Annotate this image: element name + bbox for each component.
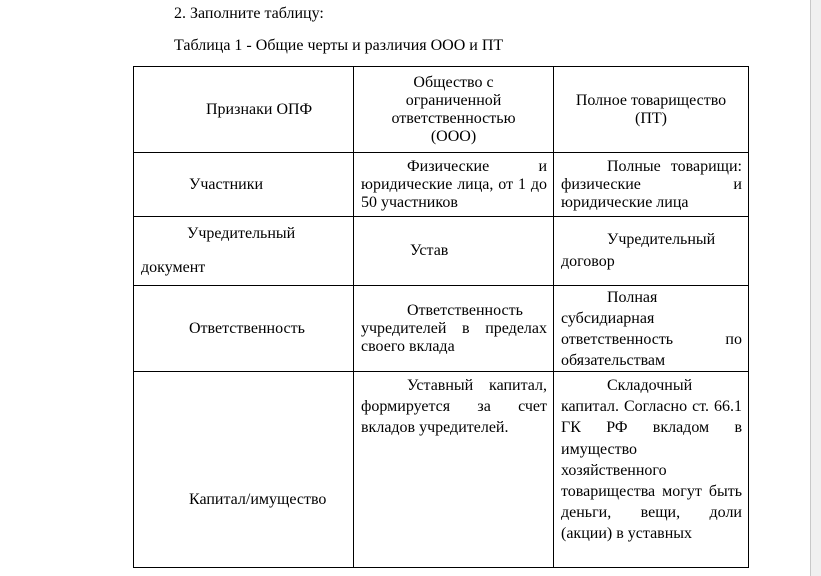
row-participants-llc: Физические и юридические лица, от 1 до 50 участников bbox=[361, 157, 547, 211]
cell-gp bbox=[554, 217, 749, 286]
cell-feature bbox=[134, 153, 354, 217]
row-document-llc: Устав bbox=[410, 242, 449, 259]
comparison-table bbox=[133, 66, 749, 568]
table-row bbox=[134, 286, 749, 372]
header-llc-text: Общество с ограниченной ответственностью (ООО) bbox=[391, 73, 516, 145]
cell-feature bbox=[134, 217, 354, 286]
table-row bbox=[134, 153, 749, 217]
table-row bbox=[134, 217, 749, 286]
row-liability-gp: Полная субсидиарная ответственность по обязательствам bbox=[561, 288, 742, 369]
cell-llc bbox=[354, 217, 554, 286]
row-capital-feature: Капитал/имущество bbox=[189, 490, 327, 508]
row-document-gp: Учредительный договор bbox=[561, 231, 716, 270]
cell-llc bbox=[354, 372, 554, 568]
cell-feature bbox=[134, 372, 354, 568]
row-liability-llc: Ответственность учредителей в пределах своего вклада bbox=[361, 301, 547, 355]
row-document-feature: Учредительный документ bbox=[141, 225, 296, 276]
row-participants-gp: Полные товарищи: физические и юридические лица bbox=[561, 157, 742, 211]
task-heading: 2. Заполните таблицу: bbox=[174, 5, 324, 22]
cell-gp bbox=[554, 286, 749, 372]
cell-gp bbox=[554, 372, 749, 568]
row-capital-gp: Складочный капитал. Согласно ст. 66.1 ГК РФ вкладом в имущество хозяйственного товарищества могут быть деньги, вещи, доли (акции) в уставных bbox=[561, 377, 742, 543]
row-participants-feature: Участники bbox=[189, 175, 264, 193]
row-capital-llc: Уставный капитал, формируется за счет вкладов учредителей. bbox=[361, 377, 547, 436]
table-caption: Таблица 1 - Общие черты и различия ООО и ПТ bbox=[174, 37, 504, 54]
header-feature-text: Признаки ОПФ bbox=[206, 100, 313, 118]
header-cell-llc bbox=[354, 67, 554, 153]
header-cell-feature bbox=[134, 67, 354, 153]
cell-feature bbox=[134, 286, 354, 372]
table-header-row bbox=[134, 67, 749, 153]
table-row bbox=[134, 372, 749, 568]
row-liability-feature: Ответственность bbox=[189, 319, 305, 337]
header-cell-gp bbox=[554, 67, 749, 153]
cell-llc bbox=[354, 153, 554, 217]
cell-gp bbox=[554, 153, 749, 217]
header-gp-text: Полное товарищество (ПТ) bbox=[575, 91, 727, 127]
cell-llc bbox=[354, 286, 554, 372]
